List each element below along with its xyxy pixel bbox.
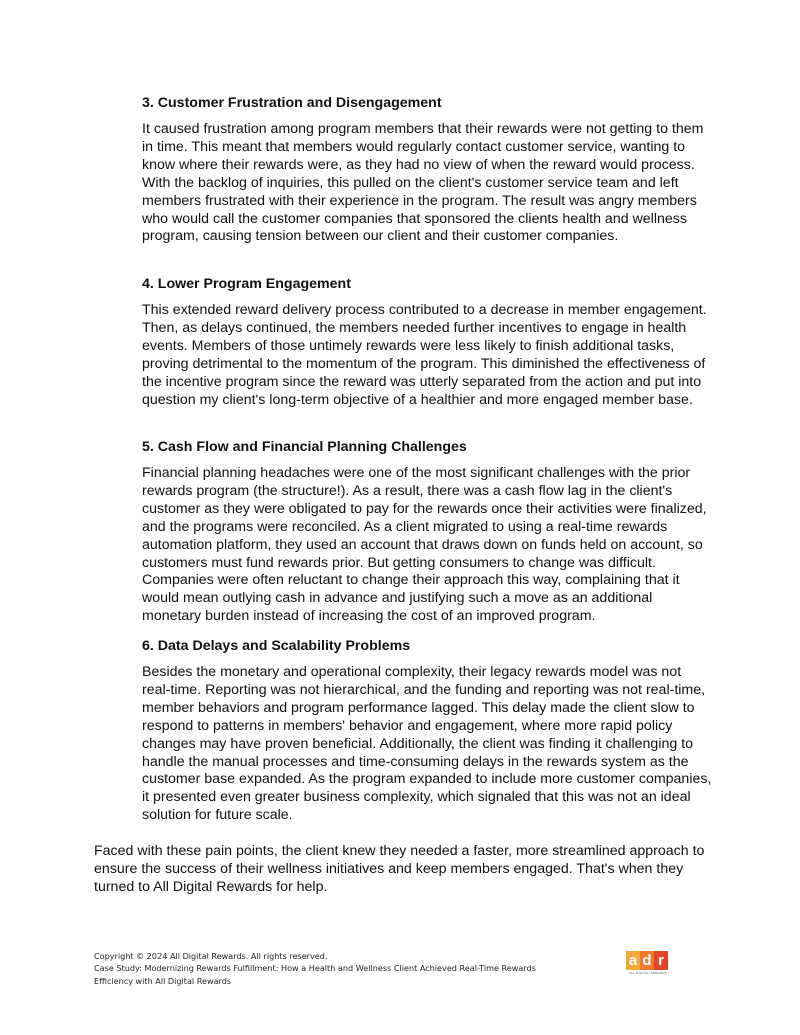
page-footer bbox=[94, 950, 614, 987]
section-heading: 4. Lower Program Engagement bbox=[142, 276, 351, 292]
logo-letter-d: d bbox=[640, 951, 654, 970]
section-lower-engagement bbox=[142, 275, 712, 409]
section-heading: 3. Customer Frustration and Disengagement bbox=[142, 95, 442, 111]
copyright-text: Copyright © 2024 All Digital Rewards. All rights reserved. bbox=[94, 951, 328, 961]
logo-letters bbox=[626, 951, 670, 970]
section-customer-frustration bbox=[142, 94, 712, 246]
logo-letter-a: a bbox=[626, 951, 640, 970]
section-body: It caused frustration among program members that their rewards were not getting to them in time. This meant that members would regularly contact customer service, wanting to know where their rewards were, as they had no view of when the reward would process. With the backlog of inquiries, this pulled on the client's customer service team and left members frustrated with their experience in the program. The result was angry members who would call the customer companies that sponsored the clients health and wellness program, causing tension between our client and their customer companies. bbox=[142, 121, 704, 245]
section-body: This extended reward delivery process contributed to a decrease in member engagement. Then, as delays continued, the members needed further incentives to engage in health events. Members of those untimely rewards were less likely to finish additional tasks, proving detrimental to the momentum of the program. This diminished the effectiveness of the incentive program since the reward was utterly separated from the action and put into question my client's long-term objective of a healthier and more engaged member base. bbox=[142, 302, 707, 408]
section-cash-flow bbox=[142, 438, 712, 626]
logo-letter-r: r bbox=[654, 951, 668, 970]
case-study-title-line1: Case Study: Modernizing Rewards Fulfillment: How a Health and Wellness Client Achieved Real-Time Rewards bbox=[94, 963, 536, 974]
section-body: Financial planning headaches were one of the most significant challenges with the prior rewards program (the structure!). As a result, there was a cash flow lag in the client's customer as they were obligated to pay for the rewards once their activities were finalized, and the programs were reconciled. As a client migrated to using a real-time rewards automation platform, they used an account that draws down on funds held on account, so customers must fund rewards prior. But getting consumers to change was difficult. Companies were often reluctant to change their approach this way, complaining that it would mean outlying cash in advance and justifying such a move as an additional monetary burden instead of increasing the cost of an improved program. bbox=[142, 465, 707, 625]
section-heading: 6. Data Delays and Scalability Problems bbox=[142, 638, 411, 654]
section-body: Besides the monetary and operational complexity, their legacy rewards model was not real-time. Reporting was not hierarchical, and the funding and reporting was not real-time, member behaviors and program performance lagged. This delay made the client slow to respond to patterns in members' behavior and engagement, where more rapid policy changes may have proven beneficial. Additionally, the client was finding it challenging to handle the manual processes and time-consuming delays in the rewards system as the customer base expanded. As the program expanded to include more customer companies, it presented even greater business complexity, which signaled that this was not an ideal solution for future scale. bbox=[142, 664, 712, 824]
adr-logo bbox=[626, 951, 670, 977]
logo-subtitle: ALL DIGITAL REWARDS bbox=[629, 971, 667, 975]
section-data-delays bbox=[142, 637, 712, 825]
closing-paragraph: Faced with these pain points, the client knew they needed a faster, more streamlined approach to ensure the success of their wellness initiatives and keep members engaged. That's when they turned to All Digital Rewards for help. bbox=[94, 843, 705, 895]
section-heading: 5. Cash Flow and Financial Planning Challenges bbox=[142, 439, 467, 455]
case-study-title-line2: Efficiency with All Digital Rewards bbox=[94, 975, 232, 986]
